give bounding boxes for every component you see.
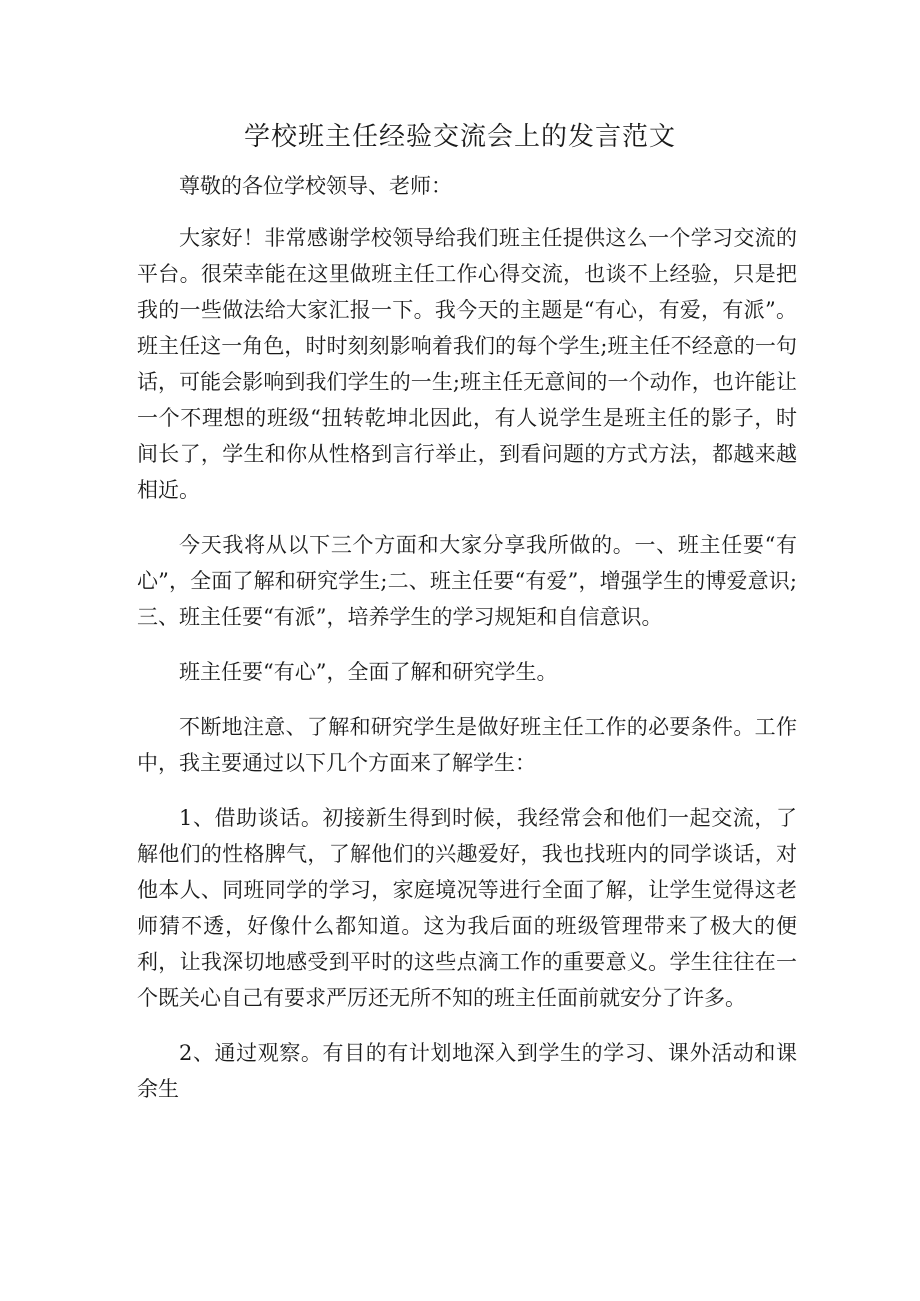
paragraph-outline: 今天我将从以下三个方面和大家分享我所做的。一、班主任要“有心”，全面了解和研究学生;二、班主任要“有爱”，增强学生的博爱意识;三、班主任要“有派”，培养学生的学习规矩和自信意识。 [137, 533, 797, 629]
salutation: 尊敬的各位学校领导、老师： [179, 174, 452, 198]
paragraph-greeting: 大家好！非常感谢学校领导给我们班主任提供这么一个学习交流的平台。很荣幸能在这里做班主任工作心得交流，也谈不上经验，只是把我的一些做法给大家汇报一下。我今天的主题是“有心，有爱，有派”。班主任这一角色，时时刻刻影响着我们的每个学生;班主任不经意的一句话，可能会影响到我们学生的一生;班主任无意间的一个动作，也许能让一个不理想的班级“扭转乾坤北因此，有人说学生是班主任的影子，时间长了，学生和你从性格到言行举止，到看问题的方式方法，都越来越相近。 [137, 226, 797, 502]
document-title: 学校班主任经验交流会上的发言范文 [243, 122, 676, 152]
paragraph-section-intro: 不断地注意、了解和研究学生是做好班主任工作的必要条件。工作中，我主要通过以下几个方面来了解学生： [137, 715, 797, 775]
paragraph-point-1: 1、借助谈话。初接新生得到时候，我经常会和他们一起交流，了解他们的性格脾气，了解他们的兴趣爱好，我也找班内的同学谈话，对他本人、同班同学的学习，家庭境况等进行全面了解，让学生觉得这老师猜不透，好像什么都知道。这为我后面的班级管理带来了极大的便利，让我深切地感受到平时的这些点滴工作的重要意义。学生往往在一个既关心自己有要求严厉还无所不知的班主任面前就安分了许多。 [137, 806, 797, 1010]
document-body [137, 168, 797, 1126]
section-heading-1: 班主任要“有心”，全面了解和研究学生。 [179, 660, 558, 684]
paragraph-point-2: 2、通过观察。有目的有计划地深入到学生的学习、课外活动和课余生 [137, 1041, 797, 1101]
